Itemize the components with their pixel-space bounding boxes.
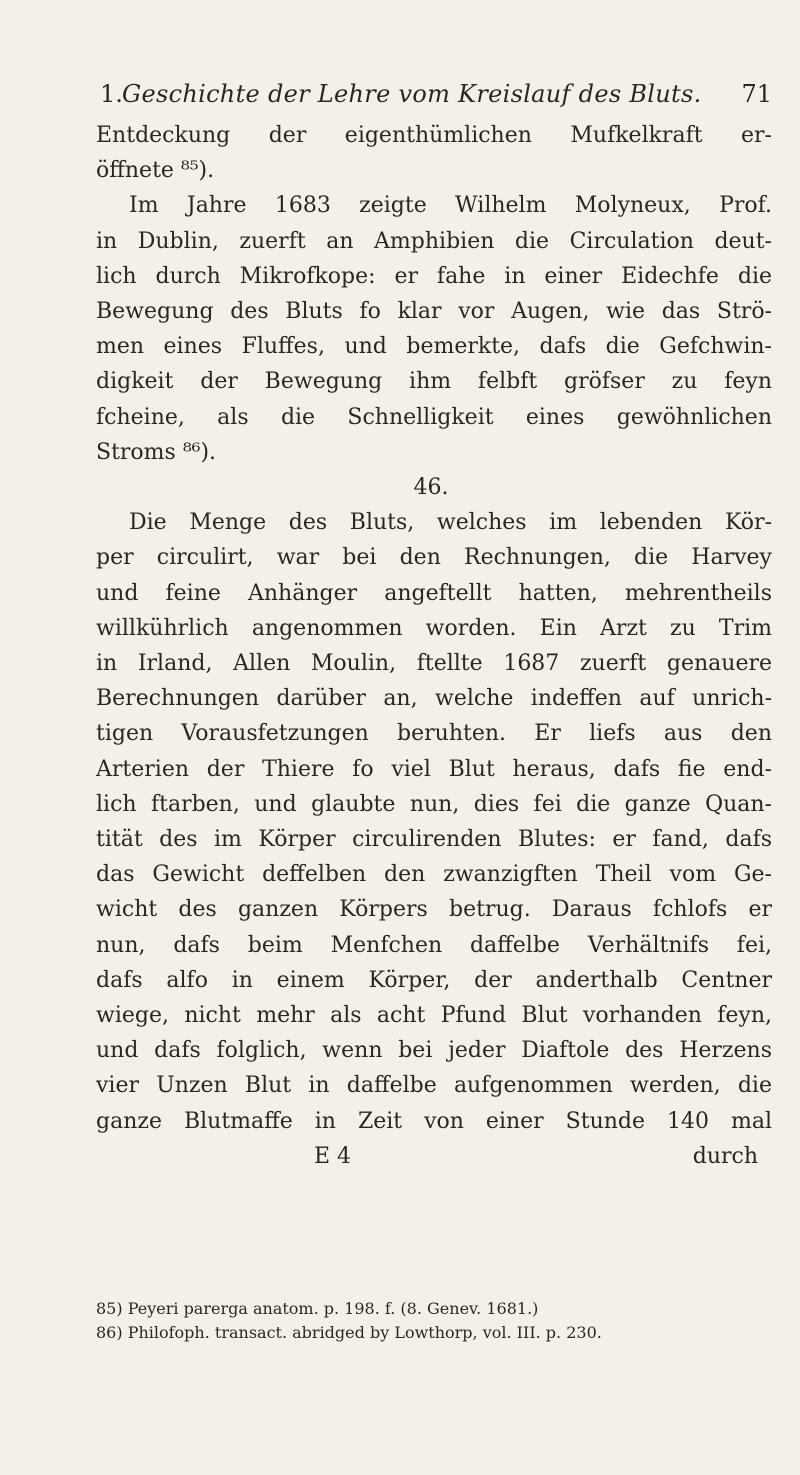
text-line: nun, dafs beim Menfchen daffelbe Verhältnifs fei, <box>96 932 772 958</box>
text-line: dafs alfo in einem Körper, der anderthalb Centner <box>96 967 772 993</box>
text-line: per circulirt, war bei den Rechnungen, die Harvey <box>96 545 772 571</box>
section-number: 46. <box>413 475 449 501</box>
text-line: Berechnungen darüber an, welche indeffen auf unrich- <box>96 686 772 712</box>
footnote: 85) Peyeri parerga anatom. p. 198. f. (8. Genev. 1681.) <box>96 1299 539 1318</box>
text-line: Arterien der Thiere fo viel Blut heraus, dafs fie end- <box>96 756 772 782</box>
text-line: willkührlich angenommen worden. Ein Arzt zu Trim <box>96 615 772 641</box>
text-line: vier Unzen Blut in daffelbe aufgenommen werden, die <box>96 1073 772 1099</box>
text-line: lich ftarben, und glaubte nun, dies fei die ganze Quan- <box>96 791 772 817</box>
text-line: Im Jahre 1683 zeigte Wilhelm Molyneux, Prof. <box>129 193 772 219</box>
text-line: und dafs folglich, wenn bei jeder Diaftole des Herzens <box>96 1038 772 1064</box>
text-line: das Gewicht deffelben den zwanzigften Theil vom Ge- <box>96 862 772 888</box>
signature-line <box>96 1139 772 1174</box>
chapter-number: 1. <box>100 80 123 108</box>
text-line: öffnete ⁸⁵). <box>96 158 215 184</box>
text-line: Entdeckung der eigenthümlichen Mufkelkraft er- <box>96 123 772 148</box>
footnotes <box>96 1297 772 1345</box>
text-line: digkeit der Bewegung ihm felbft gröfser zu feyn <box>96 369 772 395</box>
text-line: ganze Blutmaffe in Zeit von einer Stunde 140 mal <box>96 1108 772 1134</box>
page-number: 71 <box>741 80 772 108</box>
text-line: tität des im Körper circulirenden Blutes: er fand, dafs <box>96 827 772 853</box>
text-line: tigen Vorausfetzungen beruhten. Er liefs aus den <box>96 721 772 747</box>
running-title: Geschichte der Lehre vom Kreislauf des Bluts. <box>122 80 702 108</box>
signature-mark: E 4 <box>314 1143 352 1169</box>
text-line: men eines Fluffes, und bemerkte, dafs die Gefchwin- <box>96 334 772 360</box>
text-line: und feine Anhänger angeftellt hatten, mehrentheils <box>96 580 772 606</box>
text-line: in Irland, Allen Moulin, ftellte 1687 zuerft genauere <box>96 651 772 677</box>
running-header <box>100 80 772 116</box>
catchword: durch <box>692 1143 758 1169</box>
text-line: wicht des ganzen Körpers betrug. Daraus fchlofs er <box>96 897 772 923</box>
text-line: wiege, nicht mehr als acht Pfund Blut vorhanden feyn, <box>96 1003 772 1029</box>
text-line: Stroms ⁸⁶). <box>96 439 217 465</box>
main-text <box>96 118 772 1174</box>
text-line: Die Menge des Bluts, welches im lebenden Kör- <box>129 510 772 536</box>
text-line: lich durch Mikrofkope: er fahe in einer Eidechfe die <box>96 263 772 289</box>
text-line: Bewegung des Bluts fo klar vor Augen, wie das Strö- <box>96 299 772 325</box>
text-line: in Dublin, zuerft an Amphibien die Circulation deut- <box>96 228 772 254</box>
footnote: 86) Philofoph. transact. abridged by Lowthorp, vol. III. p. 230. <box>96 1323 602 1342</box>
text-line: fcheine, als die Schnelligkeit eines gewöhnlichen <box>96 404 772 430</box>
